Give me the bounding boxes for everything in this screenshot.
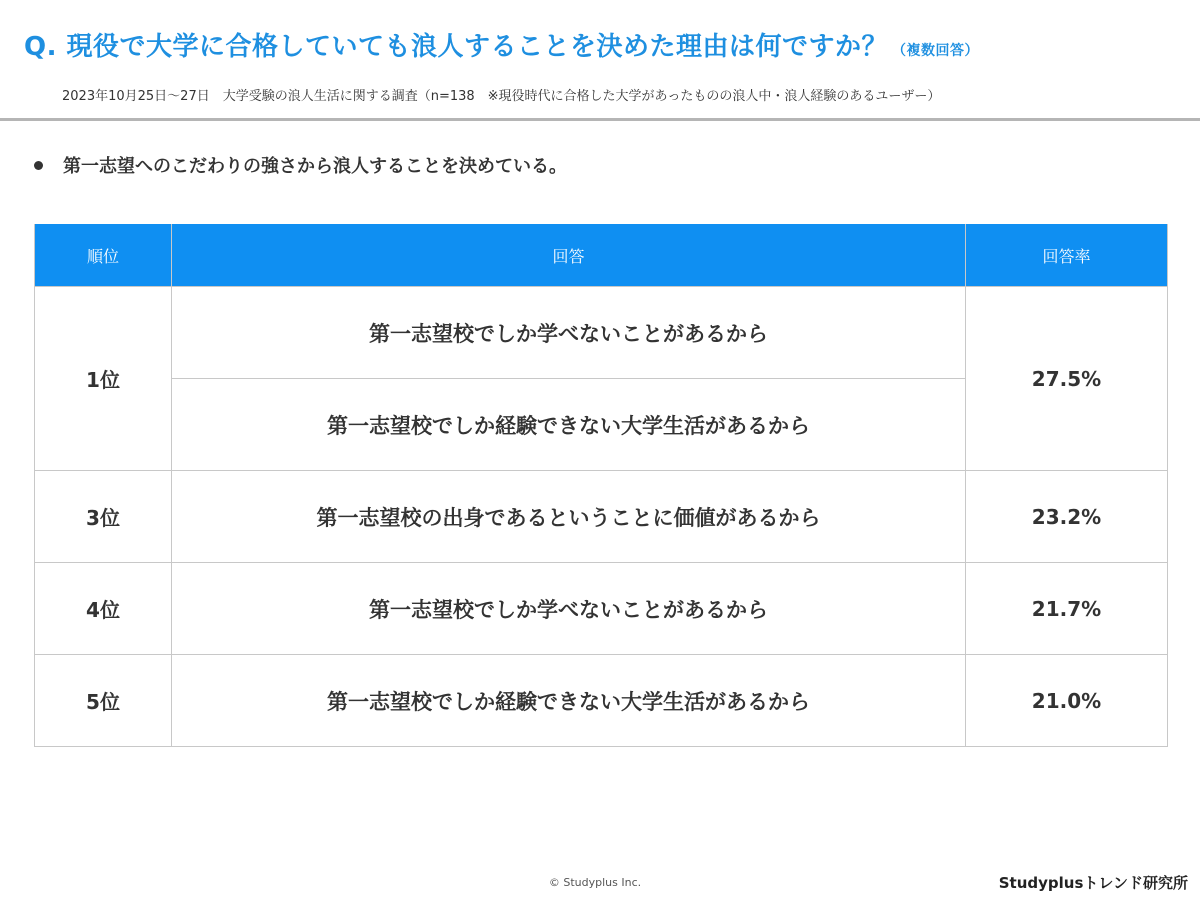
title-note: （複数回答） — [892, 43, 980, 59]
rate-cell: 21.0% — [966, 655, 1168, 747]
rank-cell: 3位 — [35, 471, 172, 563]
answer-cell: 第一志望校でしか学べないことがあるから — [172, 287, 966, 379]
footer-brand-logo: Studyplusトレンド研究所 — [998, 874, 1188, 892]
rate-cell: 27.5% — [966, 287, 1168, 471]
footer-copyright: © Studyplus Inc. — [548, 876, 642, 889]
table-row — [35, 471, 1168, 563]
rate-cell: 23.2% — [966, 471, 1168, 563]
rank-cell: 1位 — [35, 287, 172, 471]
answer-cell: 第一志望校でしか経験できない大学生活があるから — [172, 655, 966, 747]
slide-header — [0, 0, 1200, 121]
answer-cell: 第一志望校でしか経験できない大学生活があるから — [172, 379, 966, 471]
page-title — [24, 26, 979, 63]
rank-cell: 5位 — [35, 655, 172, 747]
header-rank: 順位 — [35, 224, 172, 287]
rank-cell: 4位 — [35, 563, 172, 655]
answer-cell: 第一志望校の出身であるということに価値があるから — [172, 471, 966, 563]
survey-subtitle: 2023年10月25日～27日 大学受験の浪人生活に関する調査（n=138 ※現役時代に合格した大学があったものの浪人中・浪人経験のあるユーザー） — [62, 89, 941, 104]
table-row — [35, 287, 1168, 379]
bullet-dot-icon — [34, 161, 43, 170]
header-answer: 回答 — [172, 224, 966, 287]
table-row — [35, 563, 1168, 655]
title-text: Q. 現役で大学に合格していても浪人することを決めた理由は何ですか？ — [24, 32, 889, 62]
table-row — [35, 655, 1168, 747]
summary-bullet — [34, 152, 567, 178]
summary-text: 第一志望へのこだわりの強さから浪人することを決めている。 — [63, 156, 567, 177]
header-rate: 回答率 — [966, 224, 1168, 287]
rate-cell: 21.7% — [966, 563, 1168, 655]
results-table — [34, 224, 1168, 747]
answer-cell: 第一志望校でしか学べないことがあるから — [172, 563, 966, 655]
table-header-row — [35, 224, 1168, 287]
